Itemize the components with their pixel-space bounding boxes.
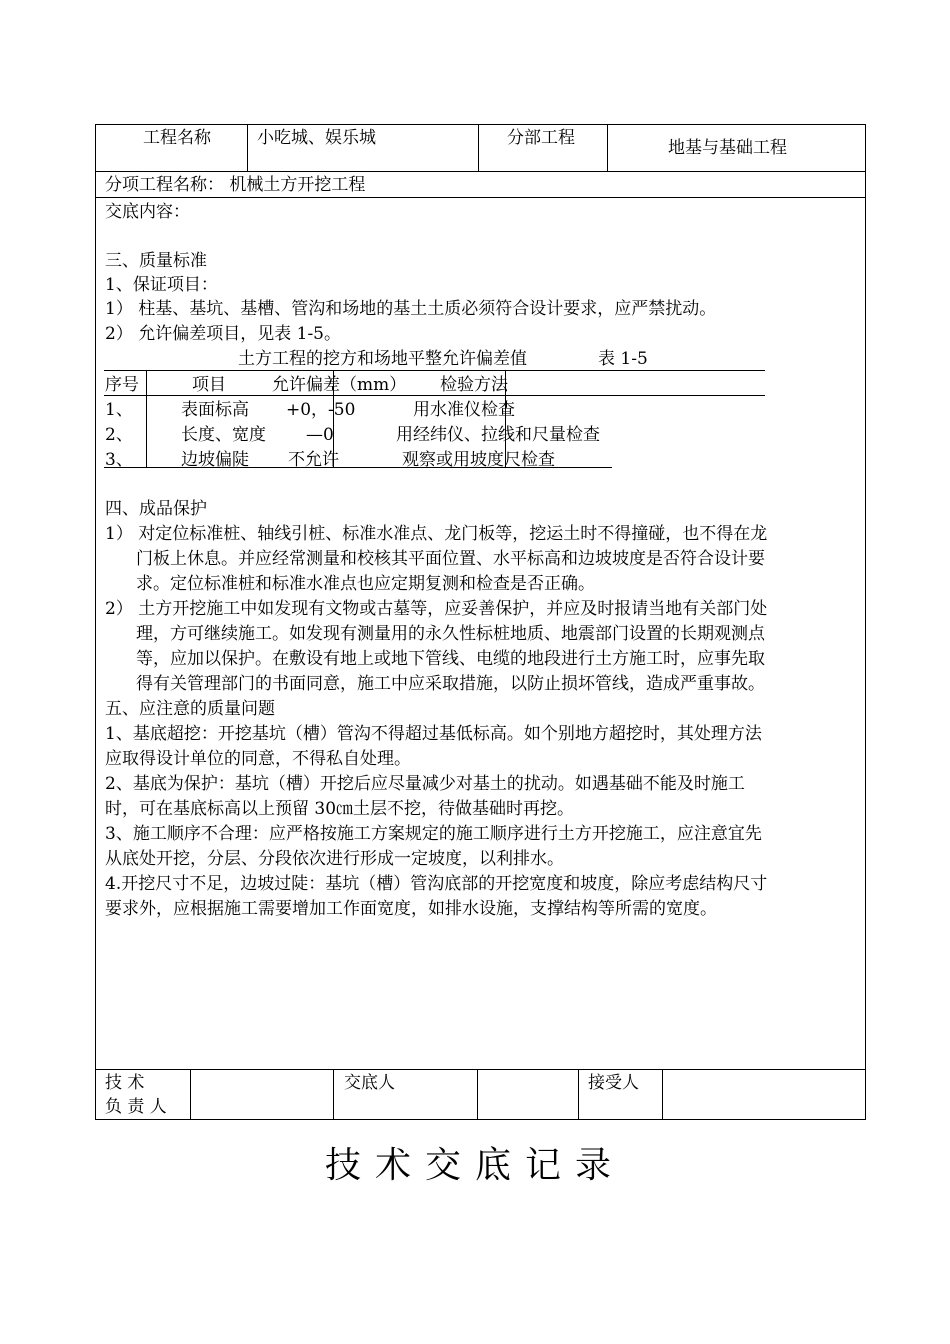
table-row-1-item: 表面标高 [181,400,249,420]
footer-col-3 [477,1069,478,1120]
issue-3-line-1: 3、施工顺序不合理：应严格按施工方案规定的施工顺序进行土方开挖施工，应注意宜先 [105,824,762,844]
table-row-3-item: 边坡偏陡 [181,450,249,470]
issue-3-line-2: 从底处开挖，分层、分段依次进行形成一定坡度，以利排水。 [105,849,564,869]
frame-left [95,124,96,1120]
table-row-3-no: 3、 [105,450,133,470]
project-name-value: 小吃城、娱乐城 [257,128,376,148]
page-title: 技术交底记录 [324,1145,625,1186]
table-header-method: 检验方法 [440,375,508,395]
header-col-3 [607,124,608,172]
protection-item-2-line-1: 2） 土方开挖施工中如发现有文物或古墓等，应妥善保护，并应及时报请当地有关部门处 [105,599,768,619]
table-row-2-method: 用经纬仪、拉线和尺量检查 [396,425,600,445]
issue-2-line-2: 时，可在基底标高以上预留 30㎝土层不挖，待做基础时再挖。 [105,799,575,819]
guarantee-item-1: 1） 柱基、基坑、基槽、管沟和场地的基土土质必须符合设计要求，应严禁扰动。 [105,299,717,319]
header-col-1 [247,124,248,172]
receiver-label: 接受人 [588,1073,639,1093]
division-value: 地基与基础工程 [668,138,787,158]
table-row-1-tolerance: +0，-50 [286,400,356,420]
table-rule-header [104,395,765,396]
protection-item-2-line-2: 理，方可继续施工。如发现有测量用的永久性标桩地质、地震部门设置的长期观测点 [136,624,765,644]
handover-by-label: 交底人 [344,1073,395,1093]
table-number: 表 1-5 [598,349,648,369]
issue-2-line-1: 2、基底为保护：基坑（槽）开挖后应尽量减少对基土的扰动。如遇基础不能及时施工 [105,774,745,794]
header-col-2 [478,124,479,172]
footer-col-5 [662,1069,663,1120]
division-label: 分部工程 [507,128,575,148]
frame-right [865,124,866,1120]
table-row-2-item: 长度、宽度 [181,425,266,445]
table-row-2-no: 2、 [105,425,133,445]
table-row-2-tolerance: —0 [306,425,334,445]
protection-item-1-line-1: 1） 对定位标准桩、轴线引桩、标准水准点、龙门板等，挖运土时不得撞碰，也不得在龙 [105,524,768,544]
issue-1-line-1: 1、基底超挖：开挖基坑（槽）管沟不得超过基低标高。如个别地方超挖时，其处理方法 [105,724,762,744]
section4-title: 四、成品保护 [105,499,207,519]
table-col-no [146,371,147,468]
section3-title: 三、质量标准 [105,251,207,271]
protection-item-2-line-4: 得有关管理部门的书面同意，施工中应采取措施，以防止损坏管线，造成严重事故。 [136,674,765,694]
table-header-no: 序号 [105,375,139,395]
guarantee-item-2: 2） 允许偏差项目，见表 1-5。 [105,324,341,344]
guarantee-title: 1、保证项目： [105,275,218,295]
section5-title: 五、应注意的质量问题 [105,699,275,719]
footer-col-4 [578,1069,579,1120]
tech-lead-label-line-1: 技 术 [105,1073,145,1093]
table-row-3-tolerance: 不允许 [288,450,339,470]
subitem-row-divider [95,197,866,198]
protection-item-1-line-2: 门板上休息。并应经常测量和校核其平面位置、水平标高和边坡坡度是否符合设计要 [136,549,765,569]
frame-bottom [95,1119,866,1120]
issue-4-line-1: 4.开挖尺寸不足，边坡过陡：基坑（槽）管沟底部的开挖宽度和坡度，除应考虑结构尺寸 [105,874,768,894]
project-name-label: 工程名称 [143,128,211,148]
protection-item-1-line-3: 求。定位标准桩和标准水准点也应定期复测和检查是否正确。 [136,574,595,594]
table-header-tolerance: 允许偏差（mm） [272,375,407,395]
table-header-item: 项目 [192,375,226,395]
intro-label: 交底内容： [105,202,190,222]
table-rule-top [104,370,765,371]
tech-lead-label-line-2: 负 责 人 [105,1097,167,1117]
frame-top [95,124,866,125]
footer-col-1 [190,1069,191,1120]
table-caption: 土方工程的挖方和场地平整允许偏差值 [238,349,527,369]
table-row-1-no: 1、 [105,400,133,420]
subitem-name: 分项工程名称： 机械土方开挖工程 [105,175,366,195]
issue-4-line-2: 要求外，应根据施工需要增加工作面宽度，如排水设施，支撑结构等所需的宽度。 [105,899,717,919]
footer-col-2 [333,1069,334,1120]
issue-1-line-2: 应取得设计单位的同意，不得私自处理。 [105,749,411,769]
table-row-1-method: 用水准仪检查 [413,400,515,420]
protection-item-2-line-3: 等，应加以保护。在敷设有地上或地下管线、电缆的地段进行土方施工时，应事先取 [136,649,765,669]
footer-row-divider [95,1069,866,1070]
header-row-divider [95,171,866,172]
table-row-3-method: 观察或用坡度尺检查 [402,450,555,470]
